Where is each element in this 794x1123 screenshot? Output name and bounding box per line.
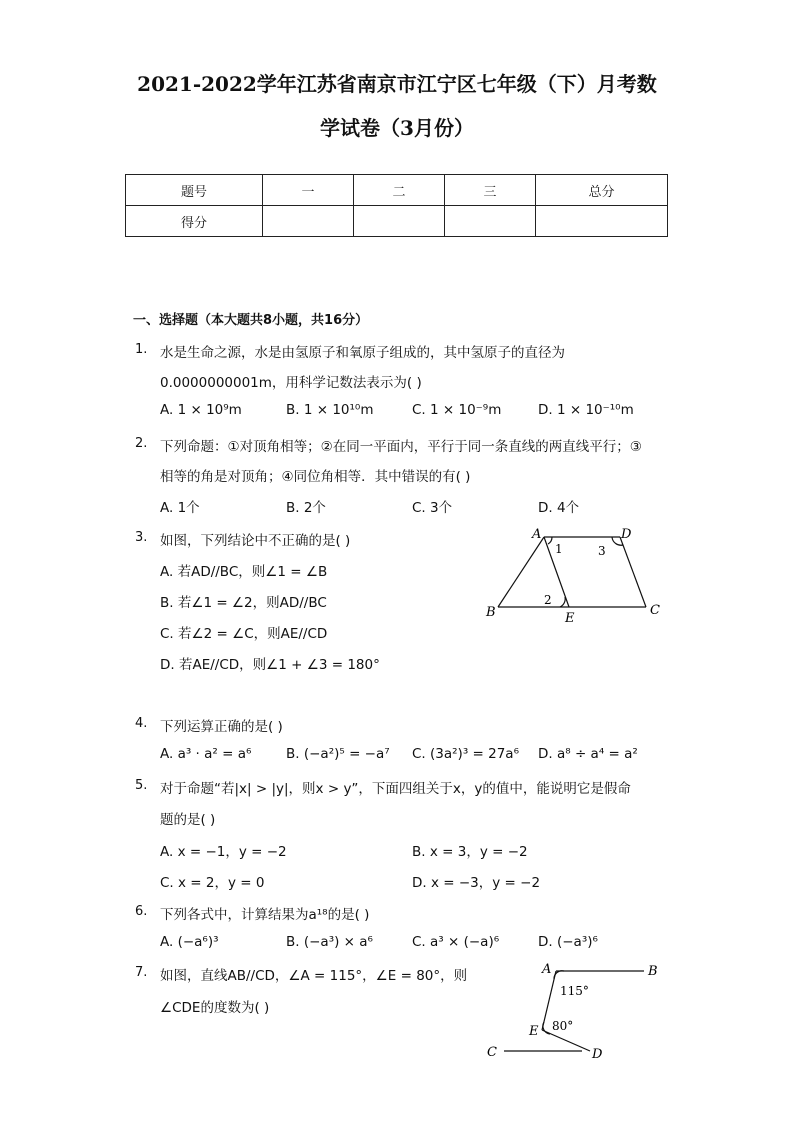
question-text: 相等的角是对顶角；④同位角相等．其中错误的有( ) [160,469,471,485]
option-b[interactable]: B. x = 3，y = −2 [412,844,528,860]
option-c[interactable]: C. a³ × (−a)⁶ [412,934,500,950]
option-a[interactable]: A. 1个 [160,500,200,516]
angle-1-arc [548,537,552,544]
segment-ed [542,1030,590,1051]
trapezoid-figure [480,524,670,628]
label-c: C [650,603,660,618]
score-cell[interactable] [354,206,445,237]
question-number: 4. [135,716,148,731]
segment-ab [498,537,544,607]
question-number: 1. [135,342,148,357]
page-title-line-2: 学试卷（3月份） [320,116,474,140]
option-c[interactable]: C. 3个 [412,500,453,516]
label-e: E [565,611,575,626]
question-number: 5. [135,778,148,793]
option-d[interactable]: D. 若AE//CD，则∠1 + ∠3 = 180° [160,657,380,673]
option-c[interactable]: C. 1 × 10⁻⁹m [412,402,502,418]
question-number: 6. [135,904,148,919]
option-b[interactable]: B. 2个 [286,500,326,516]
label-d: D [592,1047,603,1062]
page-title-line-1: 2021-2022学年江苏省南京市江宁区七年级（下）月考数 [137,72,657,96]
label-a: A [542,962,552,977]
option-d[interactable]: D. 1 × 10⁻¹⁰m [538,402,634,418]
question-text: 水是生命之源，水是由氢原子和氧原子组成的，其中氢原子的直径为 [160,345,565,361]
question-text: 对于命题“若|x| > |y|，则x > y”，下面四组关于x，y的值中，能说明它是假命 [160,781,631,797]
score-table-row [126,206,668,237]
label-a: A [532,527,542,542]
score-table-header-row [126,175,668,206]
angle-2-arc [560,597,565,607]
question-number: 3. [135,530,148,545]
score-table [125,174,668,237]
option-a[interactable]: A. a³ · a² = a⁶ [160,746,252,762]
label-c: C [487,1045,497,1060]
option-c[interactable]: C. 若∠2 = ∠C，则AE//CD [160,626,328,642]
question-text: 如图，直线AB//CD，∠A = 115°，∠E = 80°，则 [160,968,468,984]
question-number: 2. [135,436,148,451]
score-table-header: 一 [263,175,354,206]
option-d[interactable]: D. (−a³)⁶ [538,934,598,950]
section-heading: 一、选择题（本大题共8小题，共16分） [133,313,369,328]
label-b: B [648,964,658,979]
option-b[interactable]: B. (−a³) × a⁶ [286,934,373,950]
option-a[interactable]: A. 1 × 10⁹m [160,402,242,418]
score-cell[interactable] [445,206,536,237]
label-angle-e: 80° [552,1019,574,1033]
question-text: 题的是( ) [160,812,216,828]
question-text: ∠CDE的度数为( ) [160,1000,270,1016]
option-b[interactable]: B. 1 × 10¹⁰m [286,402,374,418]
score-cell[interactable] [263,206,354,237]
score-table-header: 二 [354,175,445,206]
option-a[interactable]: A. x = −1，y = −2 [160,844,287,860]
score-table-header: 题号 [126,175,263,206]
question-text: 0.0000000001m，用科学记数法表示为( ) [160,375,422,391]
label-angle-1: 1 [555,542,563,556]
option-b[interactable]: B. (−a²)⁵ = −a⁷ [286,746,390,762]
question-text: 如图，下列结论中不正确的是( ) [160,533,351,549]
score-table-header: 总分 [536,175,668,206]
label-angle-a: 115° [560,984,589,998]
score-table-header: 三 [445,175,536,206]
score-row-label: 得分 [126,206,263,237]
label-angle-2: 2 [544,593,552,607]
parallel-lines-figure [484,958,664,1062]
score-cell[interactable] [536,206,668,237]
option-a[interactable]: A. (−a⁶)³ [160,934,219,950]
question-text: 下列各式中，计算结果为a¹⁸的是( ) [160,907,370,923]
segment-dc [620,537,646,607]
option-c[interactable]: C. (3a²)³ = 27a⁶ [412,746,519,762]
label-d: D [621,527,632,542]
label-b: B [486,605,496,620]
question-text: 下列命题：①对顶角相等；②在同一平面内，平行于同一条直线的两直线平行；③ [160,439,642,455]
label-angle-3: 3 [598,544,606,558]
option-d[interactable]: D. a⁸ ÷ a⁴ = a² [538,746,638,762]
option-b[interactable]: B. 若∠1 = ∠2，则AD//BC [160,595,327,611]
option-a[interactable]: A. 若AD//BC，则∠1 = ∠B [160,564,328,580]
option-d[interactable]: D. x = −3，y = −2 [412,875,541,891]
option-c[interactable]: C. x = 2，y = 0 [160,875,265,891]
option-d[interactable]: D. 4个 [538,500,580,516]
question-text: 下列运算正确的是( ) [160,719,283,735]
label-e: E [529,1024,539,1039]
question-number: 7. [135,965,148,980]
